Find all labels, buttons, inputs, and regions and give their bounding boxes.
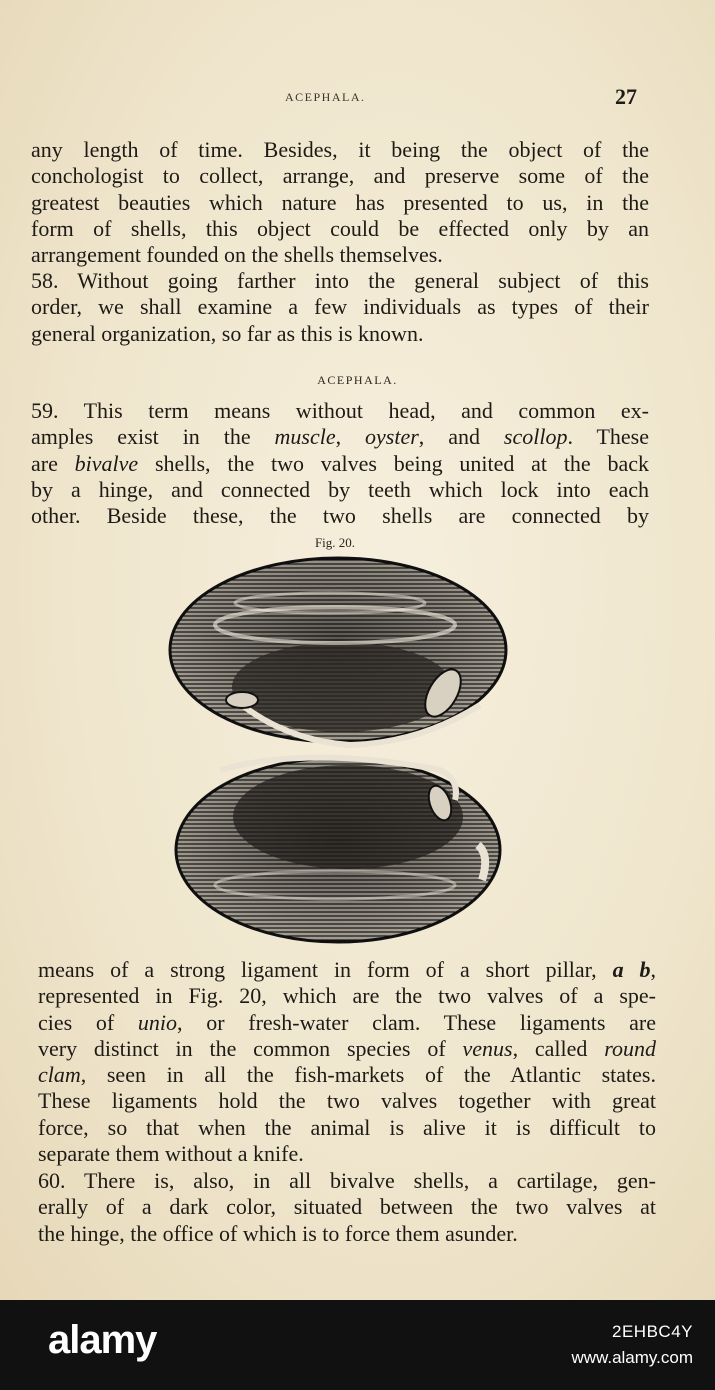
text-line: conchologist to collect, arrange, and preserve some of the <box>31 163 649 189</box>
text-line: 59. This term means without head, and common ex- <box>31 398 649 423</box>
upper-valve <box>170 558 506 745</box>
lower-valve <box>176 758 500 943</box>
text-line: amples exist in the muscle, oyster, and scollop. These <box>31 424 649 450</box>
paragraph-continuation <box>31 137 649 268</box>
text-line: general organization, so far as this is known. <box>31 320 424 346</box>
paragraph-60 <box>38 1168 656 1247</box>
text-line: order, we shall examine a few individuals as types of their <box>31 294 649 320</box>
text-line: form of shells, this object could be effected only by an <box>31 215 649 241</box>
text-line: These ligaments hold the two valves together with great <box>38 1088 656 1114</box>
text-line: erally of a dark color, situated between the two valves at <box>38 1194 656 1220</box>
alamy-logo: alamy <box>48 1318 157 1362</box>
paragraph-58 <box>31 268 649 347</box>
text-line: the hinge, the office of which is to force them asunder. <box>38 1220 518 1246</box>
paragraph-59 <box>31 398 649 529</box>
text-line: separate them without a knife. <box>38 1141 304 1167</box>
text-line: by a hinge, and connected by teeth which lock into each <box>31 476 649 502</box>
text-line: 58. Without going farther into the general subject of this <box>31 268 649 293</box>
running-head <box>0 84 715 110</box>
text-line: means of a strong ligament in form of a short pillar, a b, <box>38 957 656 982</box>
paragraph-ligament <box>38 957 656 1167</box>
section-heading: ACEPHALA. <box>317 373 398 387</box>
text-line: clam, seen in all the fish-markets of the Atlantic states. <box>38 1062 656 1088</box>
running-title: ACEPHALA. <box>285 90 366 104</box>
text-line: are bivalve shells, the two valves being united at the back <box>31 450 650 476</box>
text-line: represented in Fig. 20, which are the two valves of a spe- <box>38 983 656 1009</box>
text-line: force, so that when the animal is alive it is difficult to <box>38 1114 656 1140</box>
text-line: any length of time. Besides, it being the object of the <box>31 137 649 162</box>
figure-caption: Fig. 20. <box>314 535 356 550</box>
clam-shell-illustration <box>160 555 510 955</box>
text-line: 60. There is, also, in all bivalve shells, a cartilage, gen- <box>38 1168 656 1193</box>
watermark-url: www.alamy.com <box>571 1348 693 1367</box>
page-number: 27 <box>615 84 637 109</box>
text-line: other. Beside these, the two shells are connected by <box>31 503 649 529</box>
watermark-footer <box>0 1300 715 1390</box>
image-id: 2EHBC4Y <box>612 1322 693 1341</box>
text-line: cies of unio, or fresh-water clam. These ligaments are <box>38 1009 656 1035</box>
text-line: arrangement founded on the shells themselves. <box>31 242 443 268</box>
text-line: very distinct in the common species of venus, called round <box>38 1035 656 1061</box>
text-line: greatest beauties which nature has presented to us, in the <box>31 189 649 215</box>
